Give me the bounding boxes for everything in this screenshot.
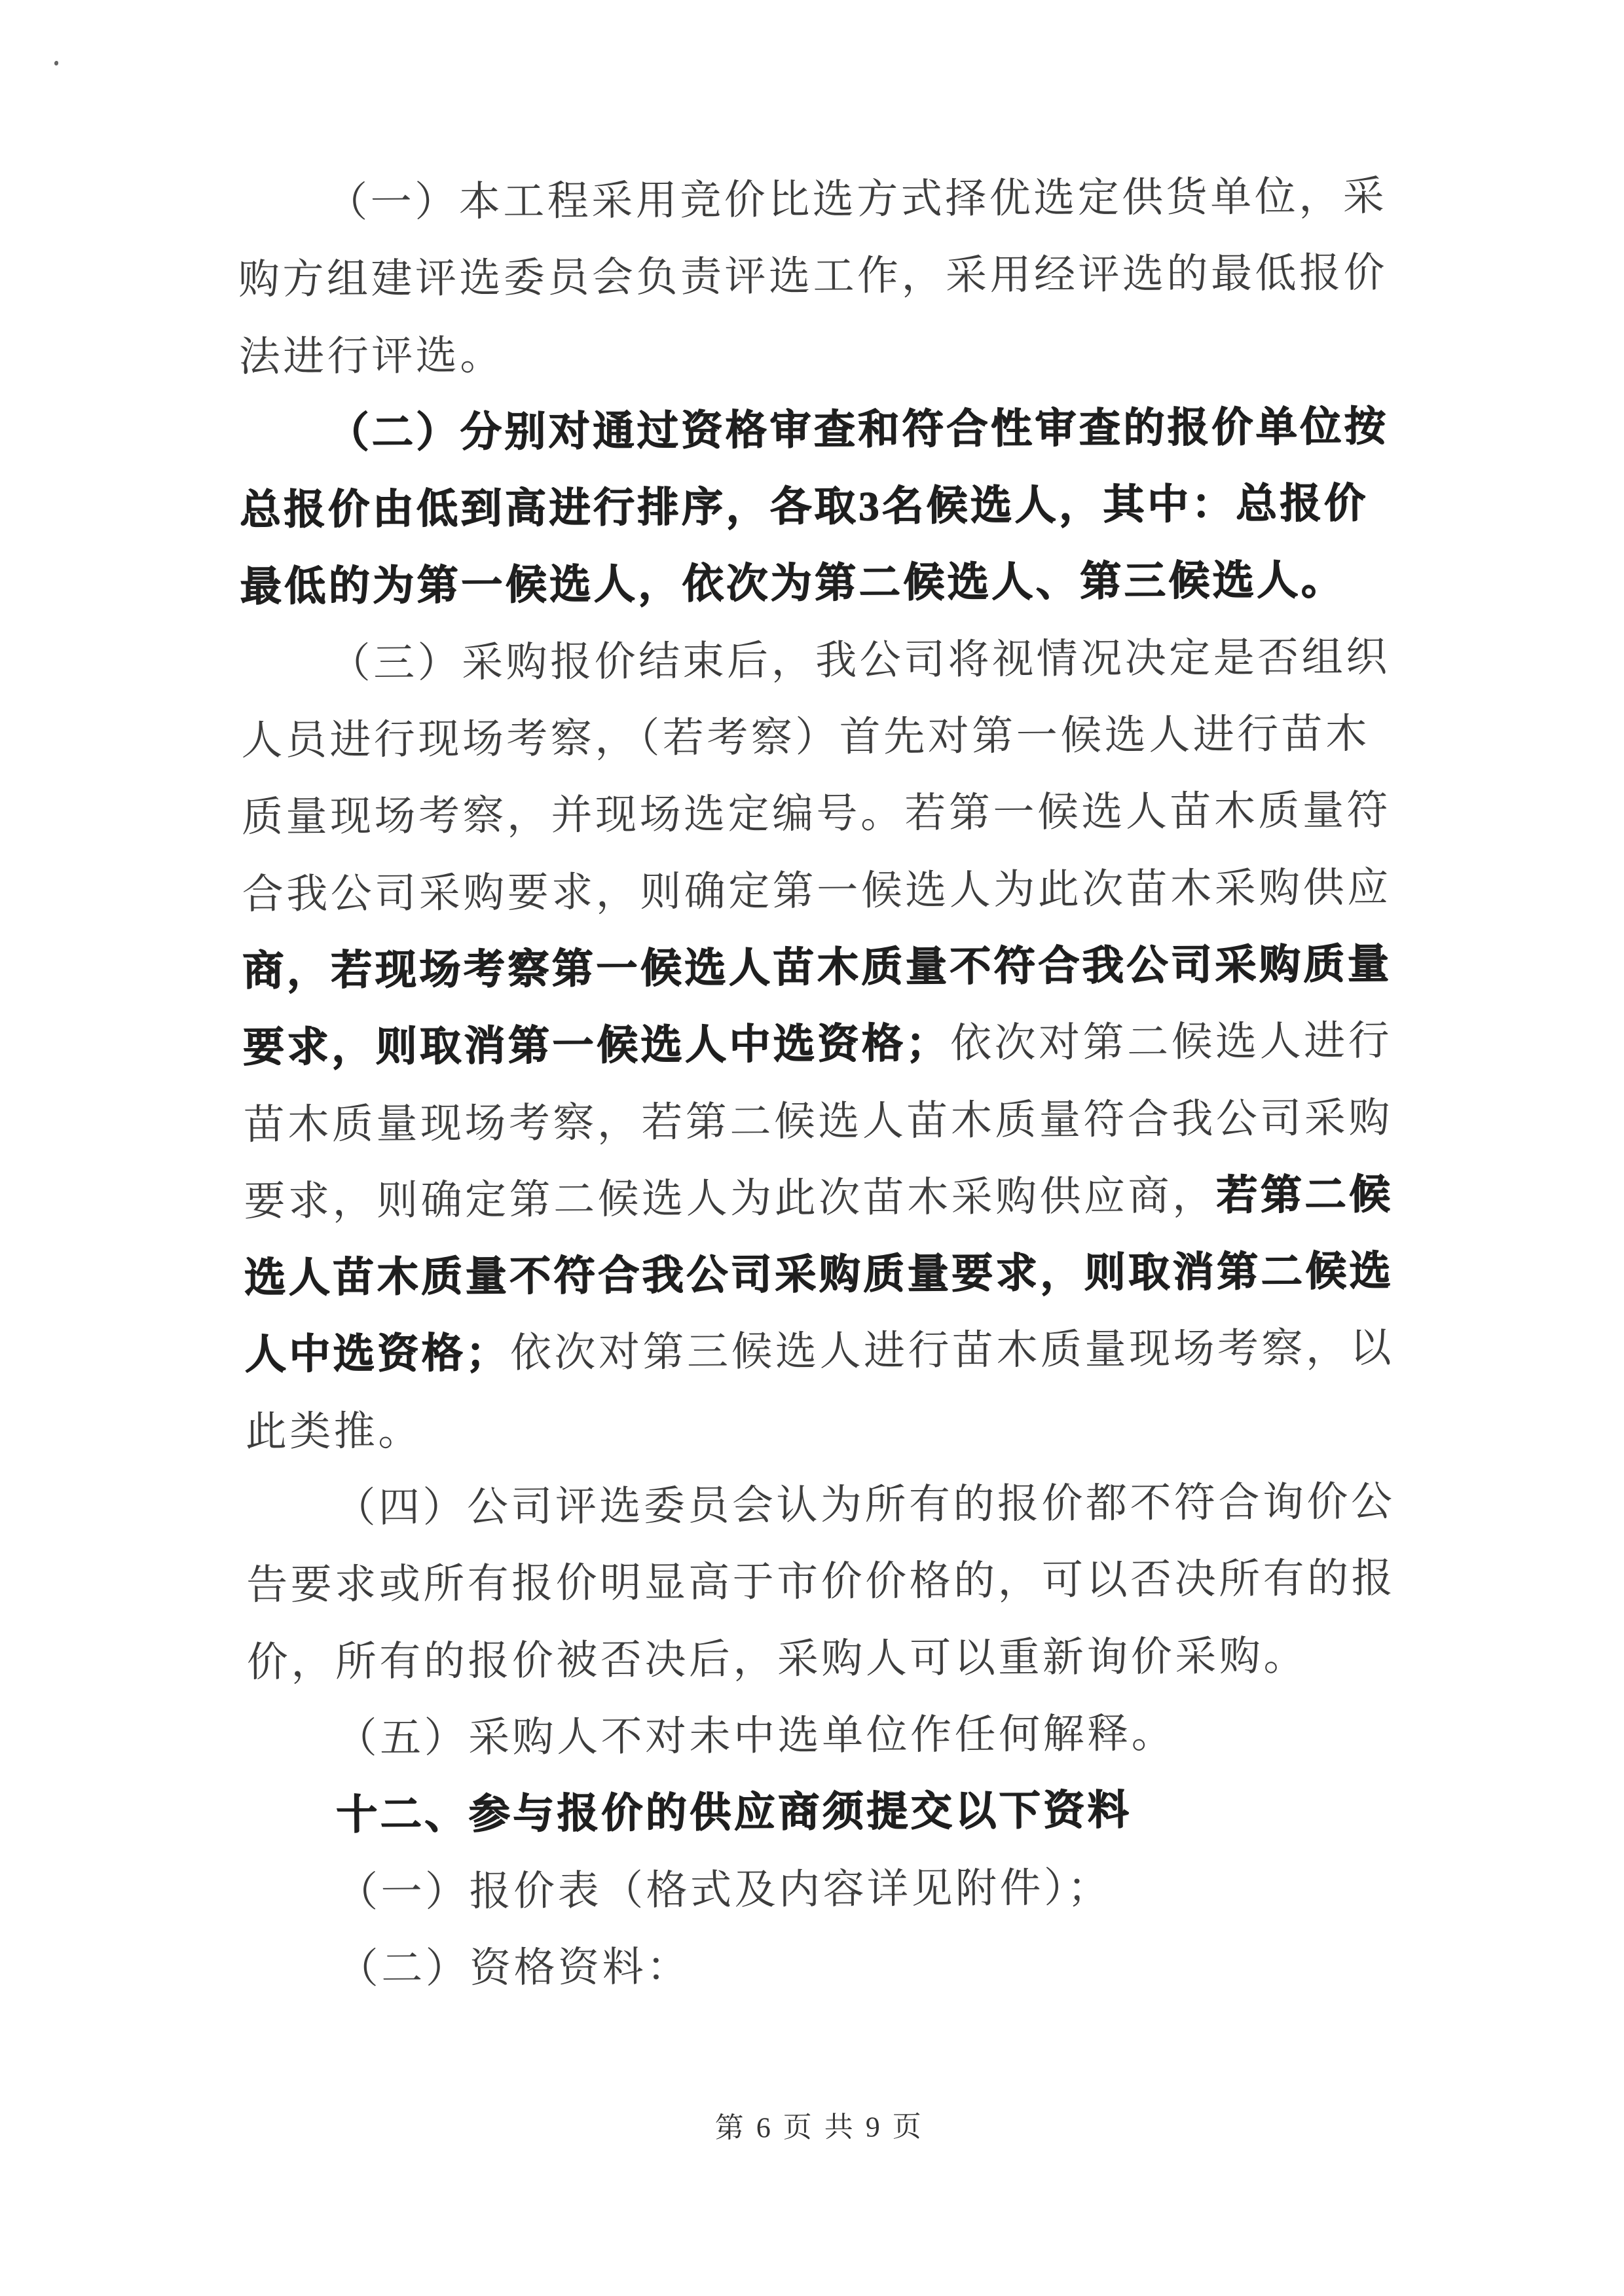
text-segment: 购方组建评选委员会负责评选工作，采用经评选的最低报价 [238,249,1388,303]
text-line [248,1771,1404,1855]
text-line [238,158,1394,242]
text-segment: 价，所有的报价被否决后，采购人可以重新询价采购。 [246,1633,1308,1685]
text-line [244,1233,1401,1317]
text-segment: （五）采购人不对未中选单位作任何解释。 [335,1710,1176,1762]
text-line [242,926,1399,1010]
bold-text-segment: 十二、参与报价的供应商须提交以下资料 [336,1787,1132,1838]
text-line [242,773,1398,856]
text-line [240,465,1396,549]
bold-text-segment: 要求，则取消第一候选人中选资格； [242,1020,951,1071]
text-segment: （二）资格资料： [337,1943,691,1992]
text-segment: （三）采购报价结束后，我公司将视情况决定是否组织 [329,634,1390,687]
text-line [245,1387,1401,1470]
text-line [244,1080,1400,1163]
text-segment: 法进行评选。 [238,332,504,380]
bold-text-segment: 人中选资格； [244,1330,511,1378]
bold-text-segment: 若第二候 [1216,1171,1393,1219]
text-segment: 人员进行现场考察，（若考察）首先对第一候选人进行苗木 [241,710,1371,764]
text-line [242,849,1398,933]
text-line [238,235,1395,319]
text-line [246,1540,1403,1624]
text-segment: 合我公司采购要求，则确定第一候选人为此次苗木采购供应 [242,864,1392,917]
page-footer [7,2103,1624,2152]
bold-text-segment: 商，若现场考察第一候选人苗木质量不符合我公司采购质量 [242,941,1392,994]
text-line [244,1156,1400,1240]
text-segment: 依次对第二候选人进行 [950,1017,1393,1066]
document-body [238,158,1405,2009]
text-line [247,1617,1403,1701]
text-line [248,1848,1405,1931]
text-line [243,1003,1399,1087]
text-line [246,1464,1402,1548]
text-segment: 告要求或所有报价明显高于市价价格的，可以否决所有的报 [246,1555,1396,1609]
text-line [247,1694,1403,1777]
scan-speck [54,61,58,65]
text-line [241,696,1397,780]
text-segment: 要求，则确定第二候选人为此次苗木采购供应商， [244,1173,1217,1225]
text-line [239,388,1395,472]
text-segment: 苗木质量现场考察，若第二候选人苗木质量符合我公司采购 [243,1095,1393,1148]
text-line [240,619,1397,702]
text-segment: 此类推。 [245,1408,422,1455]
text-segment: （四）公司评选委员会认为所有的报价都不符合询价公 [334,1478,1395,1531]
text-segment: 质量现场考察，并现场选定编号。若第一候选人苗木质量符 [241,787,1392,841]
text-line [238,312,1395,395]
text-line [240,542,1397,626]
text-segment: 依次对第三候选人进行苗木质量现场考察，以 [509,1325,1395,1377]
bold-text-segment: 总报价由低到高进行排序，各取3名候选人，其中：总报价 [239,480,1369,534]
text-segment: （一）本工程采用竞价比选方式择优选定供货单位，采 [326,173,1388,226]
bold-text-segment: 最低的为第一候选人，依次为第二候选人、第三候选人。 [240,557,1346,610]
page-number-text: 第 6 页 共 9 页 [714,2110,924,2144]
text-segment: （一）报价表（格式及内容详见附件）； [336,1864,1112,1915]
text-line [245,1310,1401,1394]
bold-text-segment: 选人苗木质量不符合我公司采购质量要求，则取消第二候选 [244,1248,1394,1302]
bold-text-segment: （二）分别对通过资格审查和符合性审查的报价单位按 [327,403,1389,456]
text-line [248,1924,1405,2008]
